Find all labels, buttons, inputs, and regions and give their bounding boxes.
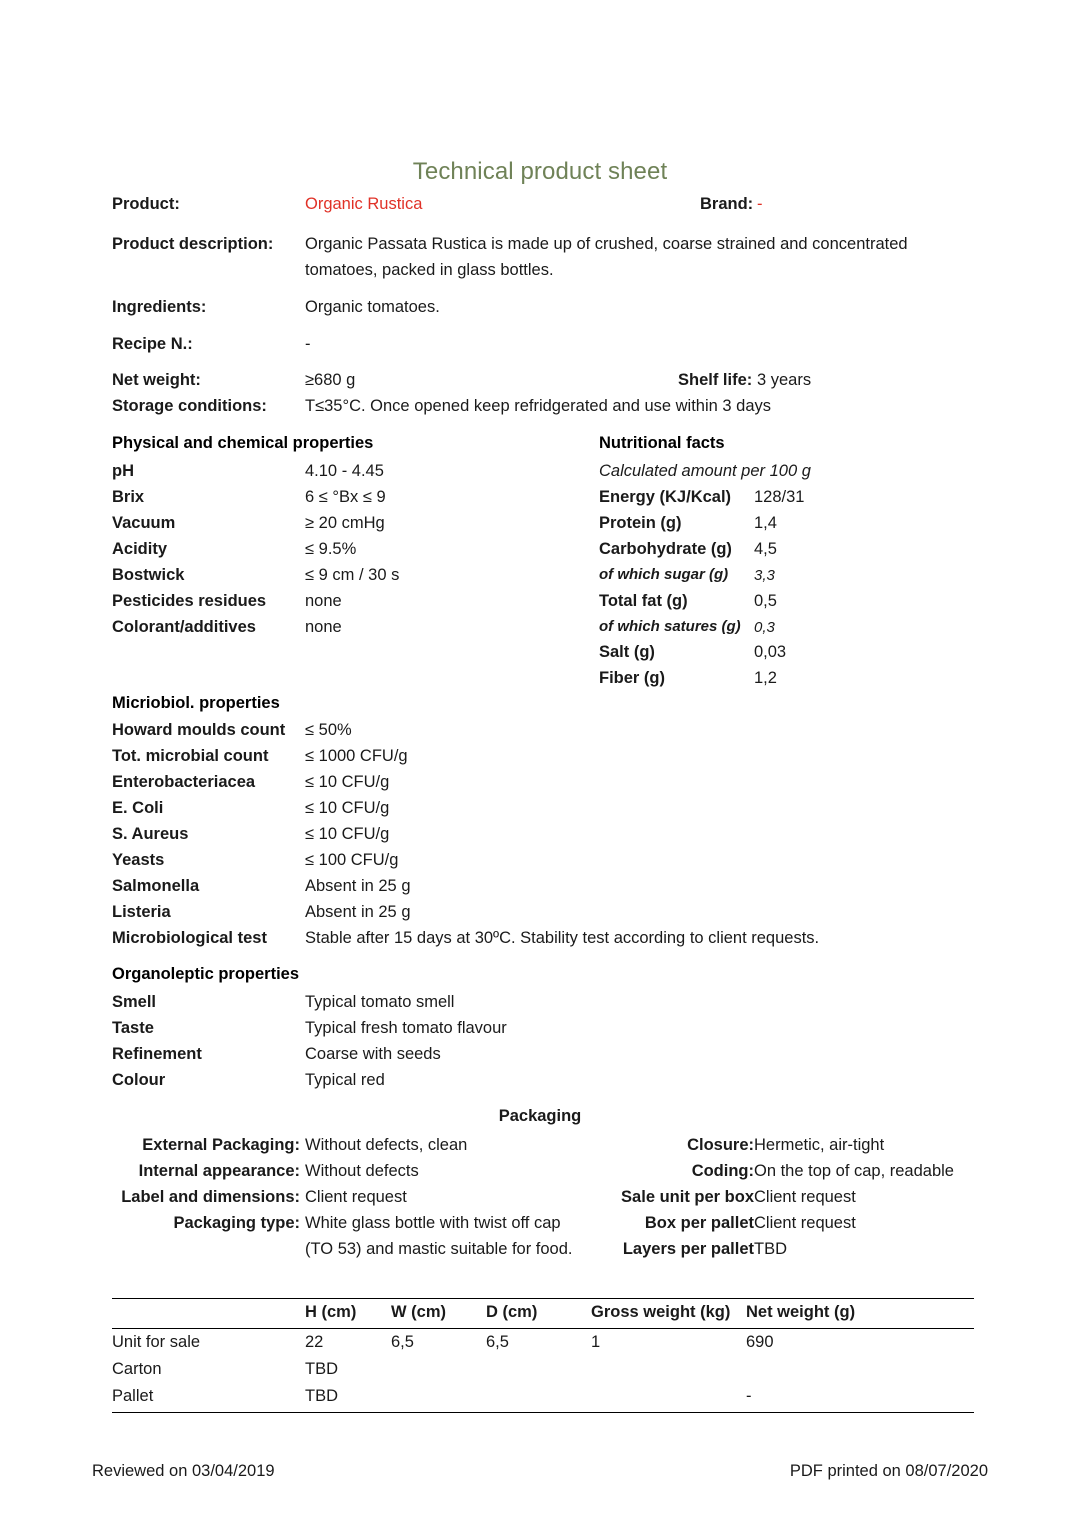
- packaging-left-value: (TO 53) and mastic suitable for food.: [305, 1240, 573, 1258]
- micro-row-label: Enterobacteriacea: [112, 773, 256, 791]
- micro-row-label: S. Aureus: [112, 825, 189, 843]
- table-cell: [591, 1356, 746, 1383]
- micro-row-label: Yeasts: [112, 851, 165, 869]
- packaging-right-value: Client request: [754, 1188, 856, 1206]
- shelf-life-value: 3 years: [757, 371, 812, 389]
- organoleptic-row-value: Coarse with seeds: [305, 1045, 441, 1063]
- table-cell: 6,5: [391, 1333, 414, 1351]
- organoleptic-row-label: Refinement: [112, 1045, 202, 1063]
- organoleptic-row-label: Colour: [112, 1071, 166, 1089]
- ingredients-value: Organic tomatoes.: [305, 298, 440, 316]
- nutrition-row-label: Carbohydrate (g): [599, 540, 732, 558]
- packaging-right-label: Coding:: [691, 1162, 754, 1180]
- brand-label: Brand:: [700, 195, 754, 213]
- table-cell: [746, 1356, 974, 1383]
- nutrition-row-value: 0,03: [754, 643, 787, 661]
- packaging-right-value: Client request: [754, 1214, 856, 1232]
- physical-row-label: Colorant/additives: [112, 618, 256, 636]
- micro-row-label: Howard moulds count: [112, 721, 286, 739]
- nutrition-row-value: 128/31: [754, 488, 805, 506]
- packaging-left-value: Without defects, clean: [305, 1136, 468, 1154]
- recipe-value: -: [305, 335, 311, 353]
- micro-row-label: Salmonella: [112, 877, 200, 895]
- table-cell: -: [746, 1383, 974, 1413]
- table-header-cell: [112, 1299, 305, 1329]
- table-cell: TBD: [305, 1360, 338, 1378]
- table-cell: 6,5: [486, 1333, 509, 1351]
- table-cell: TBD: [305, 1383, 391, 1413]
- physical-row-label: pH: [112, 462, 134, 480]
- organoleptic-row-value: Typical red: [305, 1071, 385, 1089]
- recipe-label: Recipe N.:: [112, 335, 193, 353]
- table-cell: [591, 1383, 746, 1413]
- physical-row-value: 6 ≤ °Bx ≤ 9: [305, 488, 386, 506]
- nutrition-row-value: 3,3: [754, 567, 775, 584]
- organoleptic-row-value: Typical tomato smell: [305, 993, 455, 1011]
- micro-row-value: ≤ 50%: [305, 721, 352, 739]
- brand-value: -: [757, 195, 763, 213]
- physical-properties-heading: Physical and chemical properties: [112, 434, 374, 452]
- packaging-left-label: Packaging type:: [173, 1214, 300, 1232]
- table-header-cell: W (cm): [391, 1299, 486, 1329]
- micro-row-value: Absent in 25 g: [305, 903, 411, 921]
- nutritional-facts-heading: Nutritional facts: [599, 434, 725, 452]
- table-header-cell: H (cm): [305, 1299, 391, 1329]
- physical-row-value: none: [305, 618, 342, 636]
- table-cell: Unit for sale: [112, 1333, 201, 1351]
- micro-row-value: Absent in 25 g: [305, 877, 411, 895]
- physical-row-value: ≤ 9 cm / 30 s: [305, 566, 400, 584]
- micro-row-label: E. Coli: [112, 799, 164, 817]
- nutrition-row-label: of which satures (g): [599, 618, 741, 635]
- micro-row-value: ≤ 10 CFU/g: [305, 799, 390, 817]
- nutrition-row-label: Energy (KJ/Kcal): [599, 488, 732, 506]
- physical-row-label: Pesticides residues: [112, 592, 267, 610]
- table-header-cell: Net weight (g): [746, 1299, 974, 1329]
- table-cell: [391, 1383, 486, 1413]
- packaging-left-value: White glass bottle with twist off cap: [305, 1214, 561, 1232]
- shelf-life-label: Shelf life:: [678, 371, 753, 389]
- table-row: [112, 1356, 974, 1383]
- micro-row-value: ≤ 10 CFU/g: [305, 825, 390, 843]
- table-cell: 22: [305, 1333, 324, 1351]
- packaging-right-label: Box per pallet: [644, 1214, 754, 1232]
- nutrition-row-label: Total fat (g): [599, 592, 688, 610]
- packaging-left-label: External Packaging:: [142, 1136, 300, 1154]
- table-header-row: [112, 1299, 974, 1329]
- nutritional-subtitle: Calculated amount per 100 g: [599, 462, 811, 480]
- ingredients-label: Ingredients:: [112, 298, 207, 316]
- nutrition-row-value: 0,5: [754, 592, 777, 610]
- physical-row-label: Bostwick: [112, 566, 185, 584]
- table-cell: Pallet: [112, 1383, 305, 1413]
- organoleptic-heading: Organoleptic properties: [112, 965, 300, 983]
- packaging-right-label: Sale unit per box: [621, 1188, 754, 1206]
- net-weight-label: Net weight:: [112, 371, 201, 389]
- micro-row-label: Tot. microbial count: [112, 747, 269, 765]
- table-row: [112, 1329, 974, 1357]
- nutrition-row-value: 1,4: [754, 514, 777, 532]
- packaging-right-label: Layers per pallet: [622, 1240, 754, 1258]
- organoleptic-row-value: Typical fresh tomato flavour: [305, 1019, 507, 1037]
- table-cell: [391, 1356, 486, 1383]
- micro-row-label: Listeria: [112, 903, 171, 921]
- page-title: Technical product sheet: [412, 158, 668, 185]
- product-description-label: Product description:: [112, 235, 274, 253]
- packaging-left-label: Internal appearance:: [138, 1162, 300, 1180]
- micro-row-value: ≤ 100 CFU/g: [305, 851, 399, 869]
- packaging-left-label: Label and dimensions:: [121, 1188, 300, 1206]
- table-cell: 690: [746, 1333, 774, 1351]
- nutrition-row-label: Salt (g): [599, 643, 655, 661]
- microbiological-heading: Micriobiol. properties: [112, 694, 280, 712]
- packaging-left-value: Without defects: [305, 1162, 419, 1180]
- dimensions-table: [112, 1298, 974, 1413]
- nutrition-row-value: 0,3: [754, 619, 775, 636]
- product-description-line-1: Organic Passata Rustica is made up of crushed, coarse strained and concentrated: [305, 235, 908, 253]
- physical-row-label: Acidity: [112, 540, 168, 558]
- physical-row-label: Brix: [112, 488, 145, 506]
- product-label: Product:: [112, 195, 180, 213]
- physical-row-value: ≤ 9.5%: [305, 540, 357, 558]
- table-cell: Carton: [112, 1360, 162, 1378]
- table-header-cell: Gross weight (kg): [591, 1299, 746, 1329]
- packaging-right-label: Closure:: [687, 1136, 754, 1154]
- packaging-right-value: On the top of cap, readable: [754, 1162, 954, 1180]
- packaging-left-value: Client request: [305, 1188, 407, 1206]
- organoleptic-row-label: Taste: [112, 1019, 154, 1037]
- physical-row-value: ≥ 20 cmHg: [305, 514, 385, 532]
- storage-conditions-label: Storage conditions:: [112, 397, 267, 415]
- nutrition-row-label: of which sugar (g): [599, 566, 729, 583]
- nutrition-row-value: 1,2: [754, 669, 777, 687]
- nutrition-row-label: Protein (g): [599, 514, 682, 532]
- micro-row-label: Microbiological test: [112, 929, 267, 947]
- micro-row-value: ≤ 1000 CFU/g: [305, 747, 408, 765]
- physical-row-label: Vacuum: [112, 514, 176, 532]
- product-description-line-2: tomatoes, packed in glass bottles.: [305, 261, 554, 279]
- footer-reviewed-date: Reviewed on 03/04/2019: [92, 1462, 275, 1480]
- micro-row-value: Stable after 15 days at 30ºC. Stability test according to client requests.: [305, 929, 820, 947]
- table-row: [112, 1383, 974, 1413]
- nutrition-row-value: 4,5: [754, 540, 777, 558]
- storage-conditions-value: T≤35°C. Once opened keep refridgerated and use within 3 days: [305, 397, 772, 415]
- net-weight-value: ≥680 g: [305, 371, 356, 389]
- table-cell: [486, 1383, 591, 1413]
- packaging-heading: Packaging: [498, 1107, 582, 1125]
- table-cell: 1: [591, 1333, 601, 1351]
- packaging-right-value: TBD: [754, 1240, 787, 1258]
- product-value: Organic Rustica: [305, 195, 423, 213]
- table-cell: [486, 1356, 591, 1383]
- table-header-cell: D (cm): [486, 1299, 591, 1329]
- micro-row-value: ≤ 10 CFU/g: [305, 773, 390, 791]
- organoleptic-row-label: Smell: [112, 993, 157, 1011]
- packaging-right-value: Hermetic, air-tight: [754, 1136, 885, 1154]
- physical-row-value: 4.10 - 4.45: [305, 462, 384, 480]
- nutrition-row-label: Fiber (g): [599, 669, 665, 687]
- physical-row-value: none: [305, 592, 342, 610]
- footer-printed-date: PDF printed on 08/07/2020: [789, 1462, 988, 1480]
